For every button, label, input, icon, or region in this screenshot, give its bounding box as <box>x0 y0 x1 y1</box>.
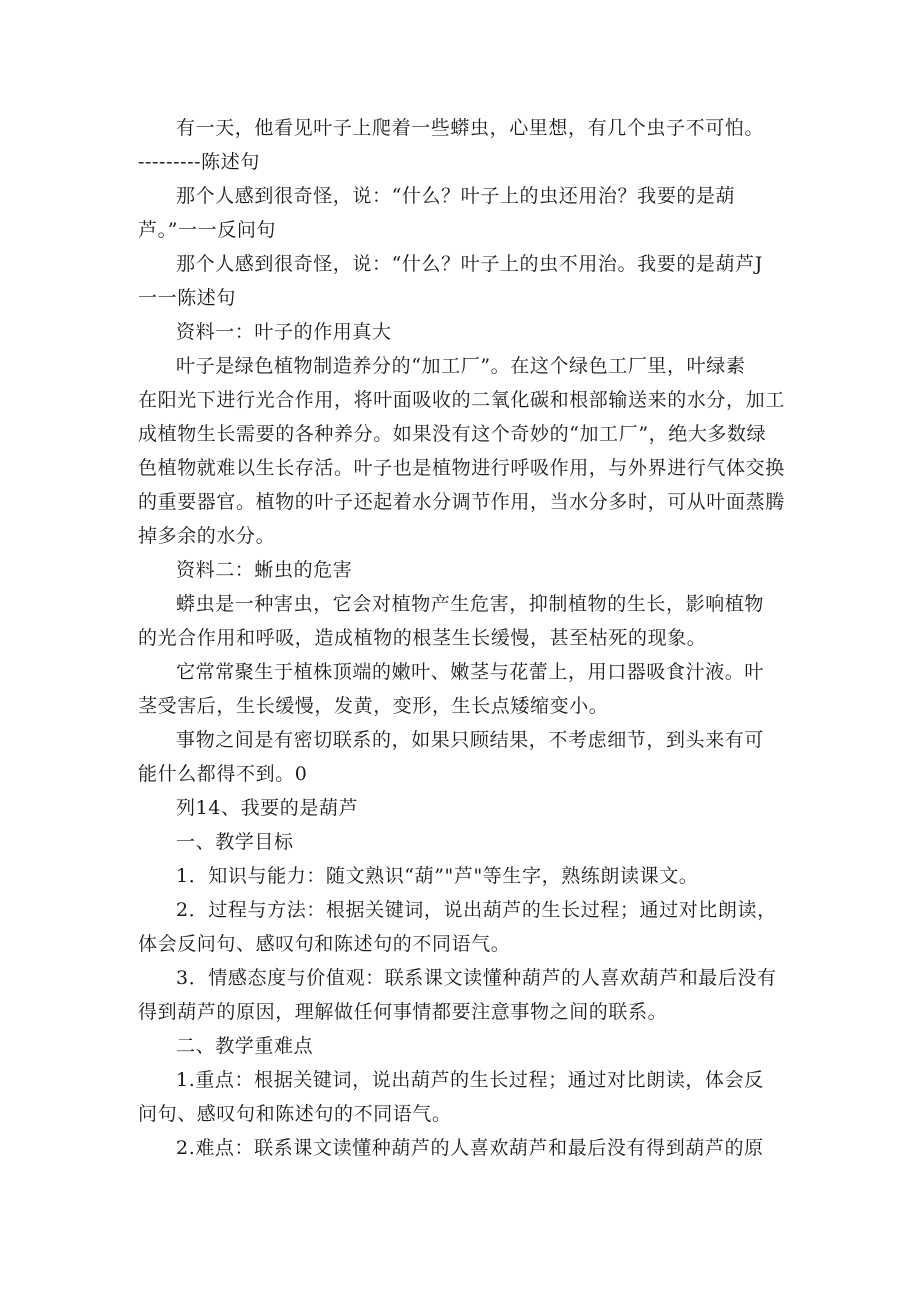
list-item: 2．过程与方法：根据关键词，说出葫芦的生长过程；通过对比朗读， <box>176 899 777 921</box>
list-item: 3．情感态度与价值观：联系课文读懂种葫芦的人喜欢葫芦和最后没有 <box>176 967 777 989</box>
paragraph-line: 体会反问句、感叹句和陈述句的不同语气。 <box>138 933 511 955</box>
paragraph-line: 它常常聚生于植株顶端的嫩叶、嫩茎与花蕾上，用口器吸食汁液。叶 <box>176 661 765 683</box>
paragraph-line: 问句、感叹句和陈述句的不同语气。 <box>138 1103 452 1125</box>
paragraph-line: 一一陈述句 <box>138 287 237 309</box>
section-heading: 资料二：蜥虫的危害 <box>176 559 353 581</box>
section-heading: 一、教学目标 <box>176 831 294 853</box>
paragraph-line: 有一天，他看见叶子上爬着一些蟒虫，心里想，有几个虫子不可怕。 <box>176 117 765 139</box>
lesson-title: 列14、我要的是葫芦 <box>176 797 359 819</box>
paragraph-line: 那个人感到很奇怪，说：“什么？叶子上的虫不用治。我要的是葫芦J <box>176 253 763 275</box>
paragraph-line: 蟒虫是一种害虫，它会对植物产生危害，抑制植物的生长，影响植物 <box>176 593 765 615</box>
section-heading: 资料一：叶子的作用真大 <box>176 321 392 343</box>
paragraph-line: 得到葫芦的原因，理解做任何事情都要注意事物之间的联系。 <box>138 1001 668 1023</box>
paragraph-line: ---------陈述句 <box>138 151 260 173</box>
list-item: 1.重点：根据关键词，说出葫芦的生长过程；通过对比朗读，体会反 <box>176 1069 764 1091</box>
paragraph-line: 那个人感到很奇怪，说：“什么？叶子上的虫还用治？我要的是葫 <box>176 185 736 207</box>
paragraph-line: 能什么都得不到。0 <box>138 763 308 785</box>
paragraph-line: 的重要器官。植物的叶子还起着水分调节作用，当水分多时，可从叶面蒸腾 <box>138 491 785 513</box>
paragraph-line: 茎受害后，生长缓慢，发黄，变形，生长点矮缩变小。 <box>138 695 609 717</box>
section-heading: 二、教学重难点 <box>176 1035 314 1057</box>
paragraph-line: 叶子是绿色植物制造养分的“加工厂”。在这个绿色工厂里，叶绿素 <box>176 355 746 377</box>
paragraph-line: 色植物就难以生长存活。叶子也是植物进行呼吸作用，与外界进行气体交换 <box>138 457 785 479</box>
list-item: 1．知识与能力：随文熟识“葫”"芦"等生字，熟练朗读课文。 <box>176 865 699 887</box>
paragraph-line: 事物之间是有密切联系的，如果只顾结果，不考虑细节，到头来有可 <box>176 729 765 751</box>
paragraph-line: 掉多余的水分。 <box>138 525 276 547</box>
paragraph-line: 芦。”一一反问句 <box>138 219 277 241</box>
list-item: 2.难点：联系课文读懂种葫芦的人喜欢葫芦和最后没有得到葫芦的原 <box>176 1137 764 1159</box>
paragraph-line: 的光合作用和呼吸，造成植物的根茎生长缓慢，甚至枯死的现象。 <box>138 627 707 649</box>
paragraph-line: 成植物生长需要的各种养分。如果没有这个奇妙的“加工厂”，绝大多数绿 <box>138 423 767 445</box>
paragraph-line: 在阳光下进行光合作用，将叶面吸收的二氧化碳和根部输送来的水分，加工 <box>138 389 785 411</box>
